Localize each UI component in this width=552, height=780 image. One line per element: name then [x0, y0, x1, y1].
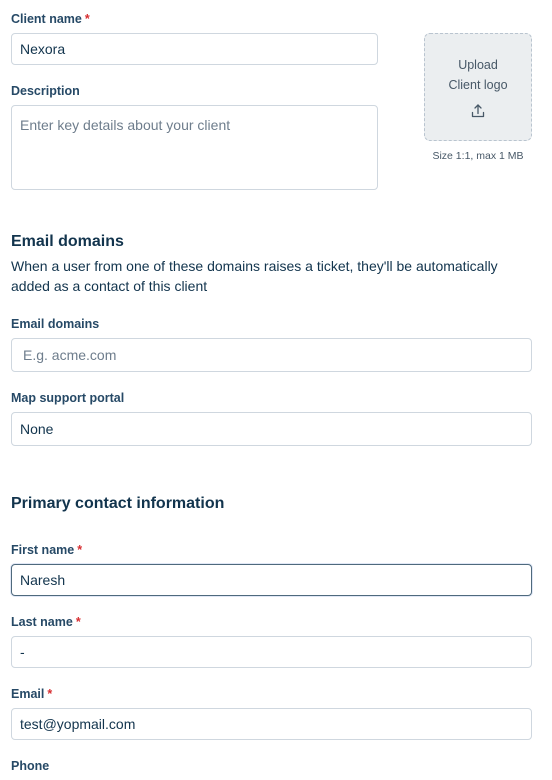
- client-name-label-text: Client name: [11, 12, 82, 26]
- last-name-input[interactable]: [11, 636, 532, 668]
- client-name-label: [11, 11, 90, 27]
- first-name-label-text: First name: [11, 543, 75, 557]
- phone-label: Phone: [11, 759, 50, 773]
- client-name-input[interactable]: [11, 33, 378, 65]
- map-support-portal-select[interactable]: [11, 412, 532, 446]
- last-name-label: [11, 614, 81, 630]
- first-name-input[interactable]: [11, 564, 532, 596]
- required-mark: *: [75, 615, 81, 629]
- first-name-label: [11, 542, 82, 558]
- upload-line1: Upload: [458, 58, 498, 72]
- email-domains-section-description: When a user from one of these domains raises a ticket, they'll be automatically added as a contact of this client: [11, 258, 498, 294]
- required-mark: *: [47, 687, 53, 701]
- email-domains-input[interactable]: [11, 338, 532, 372]
- email-domains-section-title: Email domains: [11, 233, 124, 250]
- upload-line2: Client logo: [448, 78, 508, 92]
- upload-hint: Size 1:1, max 1 MB: [432, 150, 524, 162]
- required-mark: *: [84, 12, 90, 26]
- description-label: Description: [11, 84, 80, 98]
- email-domains-label: Email domains: [11, 317, 100, 331]
- email-label-text: Email: [11, 687, 45, 701]
- email-label: [11, 686, 52, 702]
- description-textarea[interactable]: [11, 105, 378, 190]
- email-input[interactable]: [11, 708, 532, 740]
- map-support-portal-label: Map support portal: [11, 391, 125, 405]
- last-name-label-text: Last name: [11, 615, 73, 629]
- primary-contact-section-title: Primary contact information: [11, 495, 225, 512]
- upload-logo-button[interactable]: [424, 33, 532, 141]
- upload-icon: [470, 103, 486, 119]
- required-mark: *: [77, 543, 83, 557]
